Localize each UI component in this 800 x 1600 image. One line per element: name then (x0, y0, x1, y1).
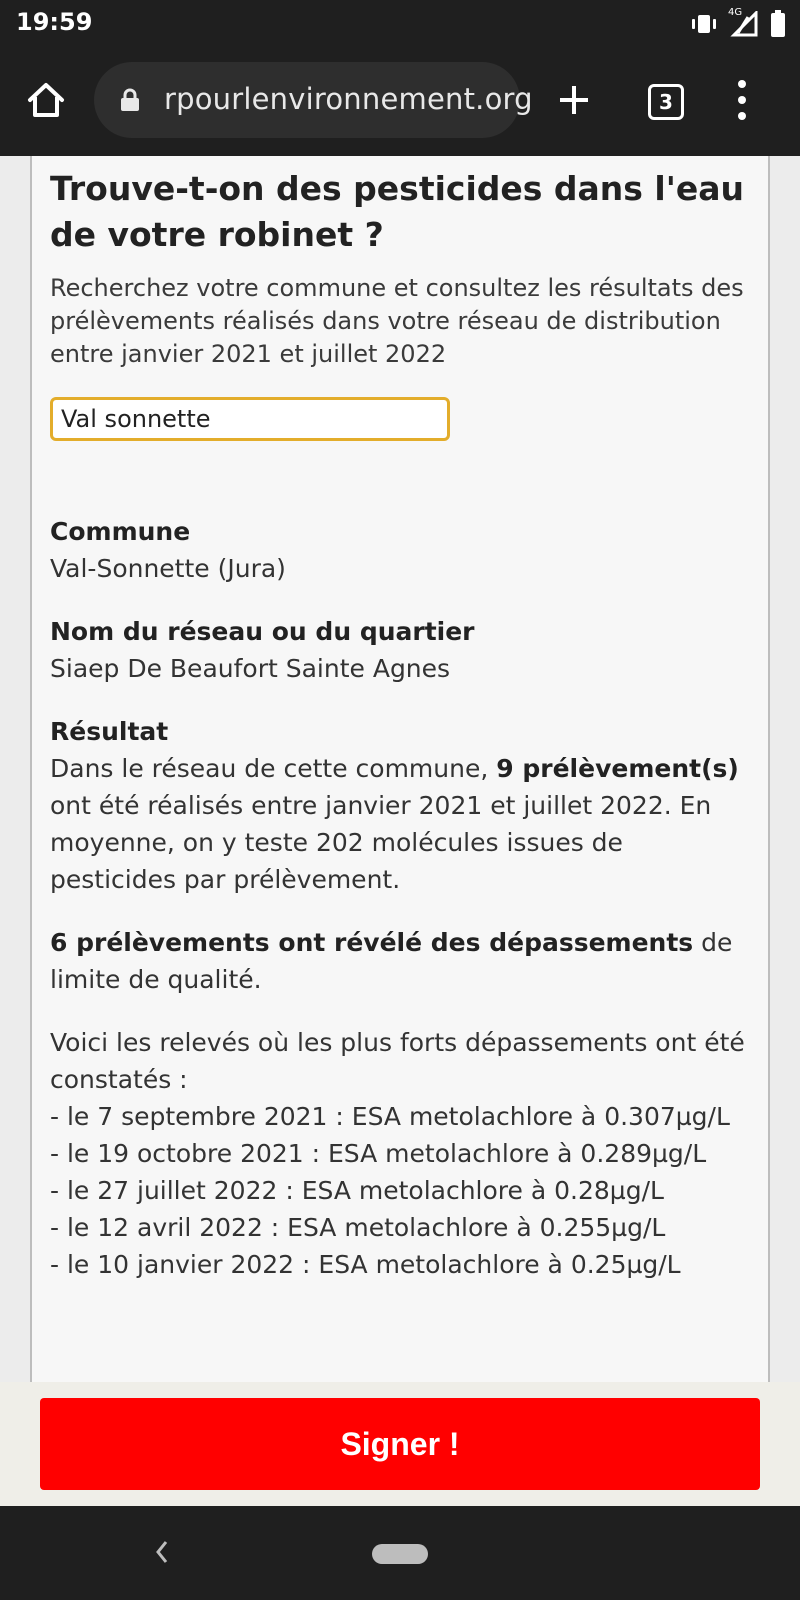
status-icons (690, 8, 786, 40)
battery-icon (770, 10, 786, 38)
list-item: - le 10 janvier 2022 : ESA metolachlore à 0.25µg/L (50, 1250, 681, 1279)
article-panel (30, 156, 770, 1382)
browser-toolbar (0, 48, 800, 156)
page-title: Trouve-t-on des pesticides dans l'eau de votre robinet ? (50, 169, 744, 254)
cta-bar (0, 1382, 800, 1506)
result-block (50, 713, 750, 898)
reseau-value: Siaep De Beaufort Sainte Agnes (50, 654, 451, 683)
result-bold-1: 9 prélèvement(s) (496, 754, 739, 783)
intro-text: Recherchez votre commune et consultez les résultats des prélèvements réalisés dans votre réseau de distribution entre janvier 2021 et juillet 2022 (50, 274, 744, 368)
list-item: - le 7 septembre 2021 : ESA metolachlore à 0.307µg/L (50, 1102, 730, 1131)
list-item: - le 12 avril 2022 : ESA metolachlore à 0.255µg/L (50, 1213, 666, 1242)
list-item: - le 27 juillet 2022 : ESA metolachlore à 0.28µg/L (50, 1176, 664, 1205)
top-readings-block (50, 1024, 750, 1283)
result-text-2: ont été réalisés entre janvier 2021 et juillet 2022. En moyenne, on y teste 202 molécules issues de pesticides par prélèvement. (50, 791, 712, 894)
top-readings-intro: Voici les relevés où les plus forts dépassements ont été constatés : (50, 1028, 745, 1094)
result-text-1: Dans le réseau de cette commune, (50, 754, 497, 783)
exceed-bold: 6 prélèvements ont révélé des dépassements (50, 928, 694, 957)
status-bar (0, 0, 800, 48)
exceed-paragraph (50, 924, 750, 998)
signal-group (728, 7, 760, 37)
status-time: 19:59 (16, 8, 93, 36)
result-paragraph (50, 750, 750, 898)
network-type-label: 4G (728, 7, 743, 18)
reseau-block (50, 613, 750, 687)
tabs-icon[interactable]: 3 (648, 84, 684, 120)
reseau-label: Nom du réseau ou du quartier (50, 617, 475, 646)
back-icon[interactable] (152, 1536, 172, 1568)
url-text[interactable]: rpourlenvironnement.org (164, 82, 533, 116)
list-item: - le 19 octobre 2021 : ESA metolachlore à 0.289µg/L (50, 1139, 707, 1168)
page-content (0, 156, 800, 1382)
navigation-bar (0, 1506, 800, 1600)
commune-search-input[interactable] (50, 397, 450, 441)
commune-block (50, 513, 750, 587)
address-bar[interactable] (94, 62, 533, 138)
result-label: Résultat (50, 717, 169, 746)
home-icon[interactable] (24, 78, 68, 122)
sign-button[interactable]: Signer ! (40, 1398, 760, 1490)
commune-value: Val-Sonnette (Jura) (50, 554, 286, 583)
commune-label: Commune (50, 517, 191, 546)
top-readings-list (50, 1098, 750, 1283)
home-pill[interactable] (372, 1544, 428, 1564)
lock-icon (120, 88, 140, 112)
exceed-text: de limite de qualité. (50, 928, 733, 994)
article-inner (50, 156, 750, 1283)
more-vert-icon[interactable] (736, 78, 748, 122)
plus-icon[interactable] (556, 82, 592, 118)
vibrate-icon (690, 12, 718, 36)
exceed-block (50, 924, 750, 998)
